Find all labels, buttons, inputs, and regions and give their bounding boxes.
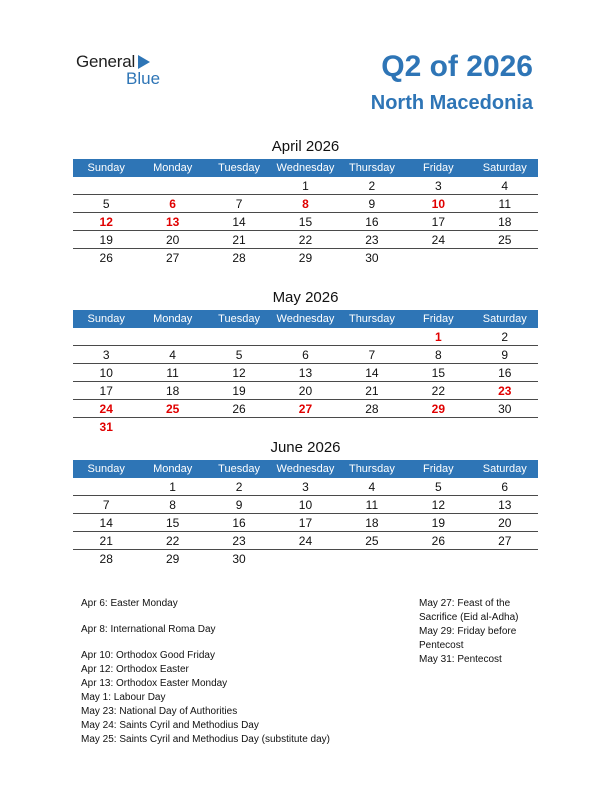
day-cell xyxy=(405,418,471,436)
week-row xyxy=(73,231,538,249)
day-cell: 12 xyxy=(206,364,272,382)
month-calendar-grid xyxy=(73,460,538,567)
day-cell: 23 xyxy=(339,231,405,249)
day-cell: 11 xyxy=(139,364,205,382)
month-title: June 2026 xyxy=(270,439,341,456)
day-cell: 7 xyxy=(339,346,405,364)
day-cell: 30 xyxy=(365,250,379,265)
day-cell: 30 xyxy=(472,400,538,418)
weekday-header: Monday xyxy=(139,460,205,478)
holiday-list-left xyxy=(81,597,381,747)
weekday-header: Saturday xyxy=(472,460,538,478)
day-cell: 4 xyxy=(472,177,538,195)
day-cell: 10 xyxy=(272,496,338,514)
holiday-day-cell: 8 xyxy=(272,195,338,213)
day-cell: 19 xyxy=(206,382,272,400)
day-cell: 11 xyxy=(339,496,405,514)
weekday-header: Friday xyxy=(405,159,471,177)
spacer xyxy=(81,611,381,623)
holiday-day-cell: 1 xyxy=(405,328,471,346)
holiday-item: Apr 8: International Roma Day xyxy=(81,624,216,635)
day-cell: 13 xyxy=(472,496,538,514)
flag-icon xyxy=(138,55,150,69)
holiday-item: Apr 10: Orthodox Good Friday xyxy=(81,650,215,661)
weekday-header: Friday xyxy=(405,460,471,478)
month-title: May 2026 xyxy=(272,289,339,306)
weekday-header: Thursday xyxy=(339,159,405,177)
week-row xyxy=(73,213,538,231)
week-row xyxy=(73,328,538,346)
month-block xyxy=(73,288,538,435)
month-calendar-grid xyxy=(73,310,538,435)
day-cell: 9 xyxy=(206,496,272,514)
day-cell xyxy=(339,328,405,346)
day-cell: 28 xyxy=(339,400,405,418)
weekday-header: Monday xyxy=(139,159,205,177)
week-row xyxy=(73,400,538,418)
holiday-day-cell: 31 xyxy=(99,419,113,434)
day-cell: 7 xyxy=(206,195,272,213)
day-cell: 8 xyxy=(139,496,205,514)
day-cell xyxy=(73,478,139,496)
day-cell: 22 xyxy=(139,532,205,550)
day-cell xyxy=(206,328,272,346)
week-row xyxy=(73,382,538,400)
day-cell: 27 xyxy=(165,250,180,265)
day-cell: 19 xyxy=(405,514,471,532)
week-row xyxy=(73,418,538,436)
weekday-header: Saturday xyxy=(472,159,538,177)
holiday-item: May 25: Saints Cyril and Methodius Day (substitute day) xyxy=(81,734,330,745)
day-cell: 5 xyxy=(73,195,139,213)
day-cell: 7 xyxy=(73,496,139,514)
day-cell: 4 xyxy=(139,346,205,364)
weekday-header: Saturday xyxy=(472,310,538,328)
day-cell: 4 xyxy=(339,478,405,496)
weekday-header: Tuesday xyxy=(206,159,272,177)
day-cell: 22 xyxy=(272,231,338,249)
week-row xyxy=(73,364,538,382)
weekday-header: Wednesday xyxy=(272,310,338,328)
day-cell: 16 xyxy=(472,364,538,382)
day-cell: 18 xyxy=(339,514,405,532)
weekday-header: Thursday xyxy=(339,310,405,328)
day-cell: 13 xyxy=(272,364,338,382)
day-cell: 17 xyxy=(272,514,338,532)
holiday-item: Apr 6: Easter Monday xyxy=(81,598,178,609)
day-cell: 25 xyxy=(339,532,405,550)
day-cell: 15 xyxy=(405,364,471,382)
month-block xyxy=(73,137,538,266)
day-cell xyxy=(405,550,471,568)
week-row xyxy=(73,478,538,496)
week-row xyxy=(73,346,538,364)
holiday-item: May 31: Pentecost xyxy=(419,654,502,665)
day-cell: 1 xyxy=(272,177,338,195)
day-cell: 11 xyxy=(472,195,538,213)
week-row xyxy=(73,177,538,195)
day-cell: 18 xyxy=(472,213,538,231)
day-cell: 26 xyxy=(405,532,471,550)
day-cell: 20 xyxy=(272,382,338,400)
month-block xyxy=(73,438,538,567)
holiday-item: Apr 12: Orthodox Easter xyxy=(81,664,189,675)
month-title: April 2026 xyxy=(271,138,340,155)
day-cell: 15 xyxy=(139,514,205,532)
day-cell: 26 xyxy=(206,400,272,418)
day-cell: 2 xyxy=(472,328,538,346)
weekday-header: Sunday xyxy=(73,310,139,328)
holiday-day-cell: 13 xyxy=(139,213,205,231)
day-cell xyxy=(272,328,338,346)
day-cell: 20 xyxy=(472,514,538,532)
holiday-item: May 27: Feast of the Sacrifice (Eid al-Adha) xyxy=(419,598,519,623)
day-cell: 17 xyxy=(73,382,139,400)
day-cell: 21 xyxy=(339,382,405,400)
weekday-header: Tuesday xyxy=(206,460,272,478)
day-cell: 5 xyxy=(206,346,272,364)
day-cell: 28 xyxy=(232,250,246,265)
day-cell: 24 xyxy=(272,532,338,550)
holiday-item: May 29: Friday before Pentecost xyxy=(419,626,517,651)
day-cell: 8 xyxy=(405,346,471,364)
holiday-day-cell: 24 xyxy=(73,400,139,418)
day-cell: 24 xyxy=(405,231,471,249)
day-cell: 1 xyxy=(139,478,205,496)
day-cell: 18 xyxy=(139,382,205,400)
day-cell xyxy=(73,328,139,346)
day-cell: 9 xyxy=(339,195,405,213)
day-cell: 14 xyxy=(339,364,405,382)
weekday-header: Tuesday xyxy=(206,310,272,328)
day-cell xyxy=(272,550,338,568)
brand-general: General xyxy=(76,52,136,71)
day-cell: 6 xyxy=(472,478,538,496)
day-cell: 30 xyxy=(232,551,246,566)
day-cell xyxy=(472,550,538,568)
day-cell xyxy=(405,249,471,267)
month-calendar-grid xyxy=(73,159,538,266)
day-cell xyxy=(339,550,405,568)
day-cell: 29 xyxy=(165,551,180,566)
holiday-item: May 1: Labour Day xyxy=(81,692,166,703)
day-cell: 9 xyxy=(472,346,538,364)
day-cell: 6 xyxy=(272,346,338,364)
week-row xyxy=(73,195,538,213)
day-cell: 2 xyxy=(339,177,405,195)
day-cell xyxy=(472,418,538,436)
day-cell: 28 xyxy=(99,551,113,566)
holiday-day-cell: 10 xyxy=(405,195,471,213)
day-cell: 26 xyxy=(99,250,113,265)
page-title: Q2 of 2026 xyxy=(381,50,533,83)
day-cell: 21 xyxy=(206,231,272,249)
brand-blue: Blue xyxy=(126,69,161,88)
page-subtitle: North Macedonia xyxy=(370,92,533,114)
day-cell xyxy=(139,418,205,436)
day-cell: 16 xyxy=(206,514,272,532)
day-cell: 27 xyxy=(472,532,538,550)
day-cell xyxy=(73,177,139,195)
day-cell: 14 xyxy=(73,514,139,532)
weekday-header: Wednesday xyxy=(272,460,338,478)
day-cell xyxy=(339,418,405,436)
day-cell: 5 xyxy=(405,478,471,496)
day-cell: 25 xyxy=(472,231,538,249)
week-row xyxy=(73,249,538,267)
day-cell: 20 xyxy=(139,231,205,249)
day-cell xyxy=(472,249,538,267)
week-row xyxy=(73,532,538,550)
week-row xyxy=(73,550,538,568)
holiday-day-cell: 12 xyxy=(73,213,139,231)
holiday-item: May 23: National Day of Authorities xyxy=(81,706,238,717)
week-row xyxy=(73,496,538,514)
holiday-day-cell: 27 xyxy=(272,400,338,418)
holiday-day-cell: 23 xyxy=(472,382,538,400)
day-cell: 29 xyxy=(298,250,313,265)
day-cell: 2 xyxy=(206,478,272,496)
day-cell: 3 xyxy=(272,478,338,496)
weekday-header: Sunday xyxy=(73,159,139,177)
holiday-day-cell: 25 xyxy=(139,400,205,418)
day-cell: 3 xyxy=(73,346,139,364)
weekday-header: Monday xyxy=(139,310,205,328)
weekday-header: Sunday xyxy=(73,460,139,478)
week-row xyxy=(73,514,538,532)
weekday-header: Thursday xyxy=(339,460,405,478)
day-cell: 16 xyxy=(339,213,405,231)
day-cell xyxy=(206,418,272,436)
holiday-item: Apr 13: Orthodox Easter Monday xyxy=(81,678,228,689)
day-cell: 12 xyxy=(405,496,471,514)
day-cell xyxy=(272,418,338,436)
spacer xyxy=(81,637,381,649)
weekday-header: Wednesday xyxy=(272,159,338,177)
day-cell: 19 xyxy=(73,231,139,249)
day-cell xyxy=(206,177,272,195)
day-cell: 22 xyxy=(405,382,471,400)
day-cell: 10 xyxy=(73,364,139,382)
weekday-header: Friday xyxy=(405,310,471,328)
holiday-day-cell: 6 xyxy=(139,195,205,213)
holiday-list-right xyxy=(419,597,539,667)
holiday-day-cell: 29 xyxy=(405,400,471,418)
day-cell: 17 xyxy=(405,213,471,231)
holiday-item: May 24: Saints Cyril and Methodius Day xyxy=(81,720,259,731)
day-cell: 21 xyxy=(73,532,139,550)
day-cell xyxy=(139,328,205,346)
day-cell: 23 xyxy=(206,532,272,550)
day-cell: 15 xyxy=(272,213,338,231)
day-cell xyxy=(139,177,205,195)
day-cell: 14 xyxy=(206,213,272,231)
day-cell: 3 xyxy=(405,177,471,195)
